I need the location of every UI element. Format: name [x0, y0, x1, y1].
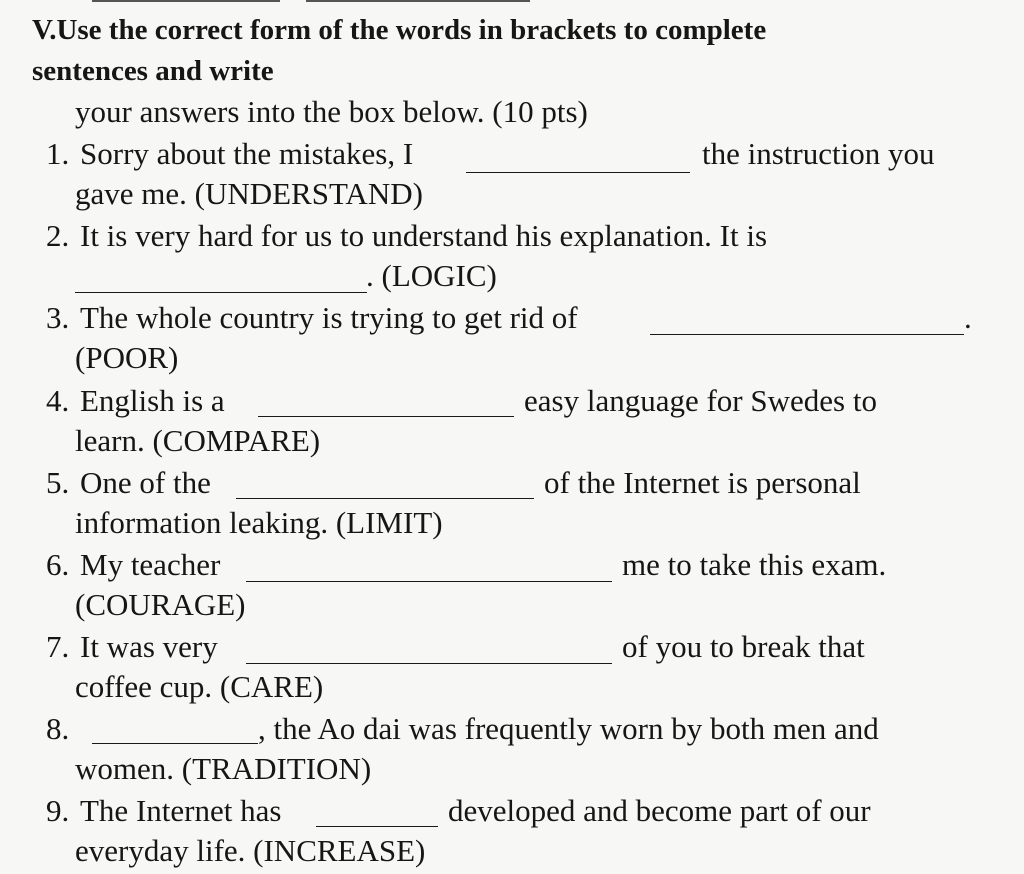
section-instruction-line: your answers into the box below. (10 pts)	[75, 94, 588, 129]
question-text-continued: everyday life. (INCREASE)	[75, 833, 426, 868]
question-number: 9.	[46, 793, 70, 828]
section-heading-line-1: V.Use the correct form of the words in brackets to complete	[32, 14, 767, 46]
question-number: 6.	[46, 547, 70, 582]
question-number: 3.	[46, 300, 70, 335]
question-text-before: The Internet has	[80, 793, 282, 828]
question-number: 4.	[46, 383, 70, 418]
question-text-after: me to take this exam.	[622, 547, 887, 582]
answer-blank[interactable]	[466, 172, 690, 173]
question-text-after: easy language for Swedes to	[524, 383, 877, 418]
answer-blank[interactable]	[650, 334, 964, 335]
question-text-continued: women. (TRADITION)	[75, 751, 372, 786]
question-number: 7.	[46, 629, 70, 664]
question-text-after: . (LOGIC)	[366, 258, 497, 293]
question-text-before: One of the	[80, 465, 211, 500]
question-text-after: of you to break that	[622, 629, 865, 664]
top-answer-line	[92, 0, 280, 2]
question-text-before: It was very	[80, 629, 218, 664]
answer-blank[interactable]	[236, 498, 534, 499]
answer-blank[interactable]	[258, 416, 514, 417]
question-text-continued: gave me. (UNDERSTAND)	[75, 176, 423, 211]
question-text-continued: information leaking. (LIMIT)	[75, 505, 443, 540]
question-text-after: .	[964, 300, 972, 335]
question-text-after: the instruction you	[702, 136, 935, 171]
top-answer-line	[306, 0, 530, 2]
answer-blank[interactable]	[246, 663, 612, 664]
question-number: 5.	[46, 465, 70, 500]
question-text-continued: learn. (COMPARE)	[75, 423, 321, 458]
question-text-before: Sorry about the mistakes, I	[80, 136, 414, 171]
question-text-before: The whole country is trying to get rid of	[80, 300, 578, 335]
question-number: 2.	[46, 218, 70, 253]
answer-blank[interactable]	[75, 292, 367, 293]
answer-blank[interactable]	[92, 743, 258, 744]
question-text-before: English is a	[80, 383, 225, 418]
question-text-after: developed and become part of our	[448, 793, 871, 828]
section-heading-line-2: sentences and write	[32, 55, 274, 87]
question-text-continued: coffee cup. (CARE)	[75, 669, 324, 704]
answer-blank[interactable]	[246, 581, 612, 582]
question-text-after: of the Internet is personal	[544, 465, 861, 500]
question-text-before: My teacher	[80, 547, 221, 582]
answer-blank[interactable]	[316, 826, 438, 827]
question-text-after: , the Ao dai was frequently worn by both men and	[258, 711, 879, 746]
question-text: It is very hard for us to understand his explanation. It is	[80, 218, 768, 253]
question-text-continued: (COURAGE)	[75, 587, 246, 622]
question-text-continued: (POOR)	[75, 340, 179, 375]
question-number: 8.	[46, 711, 70, 746]
question-number: 1.	[46, 136, 70, 171]
